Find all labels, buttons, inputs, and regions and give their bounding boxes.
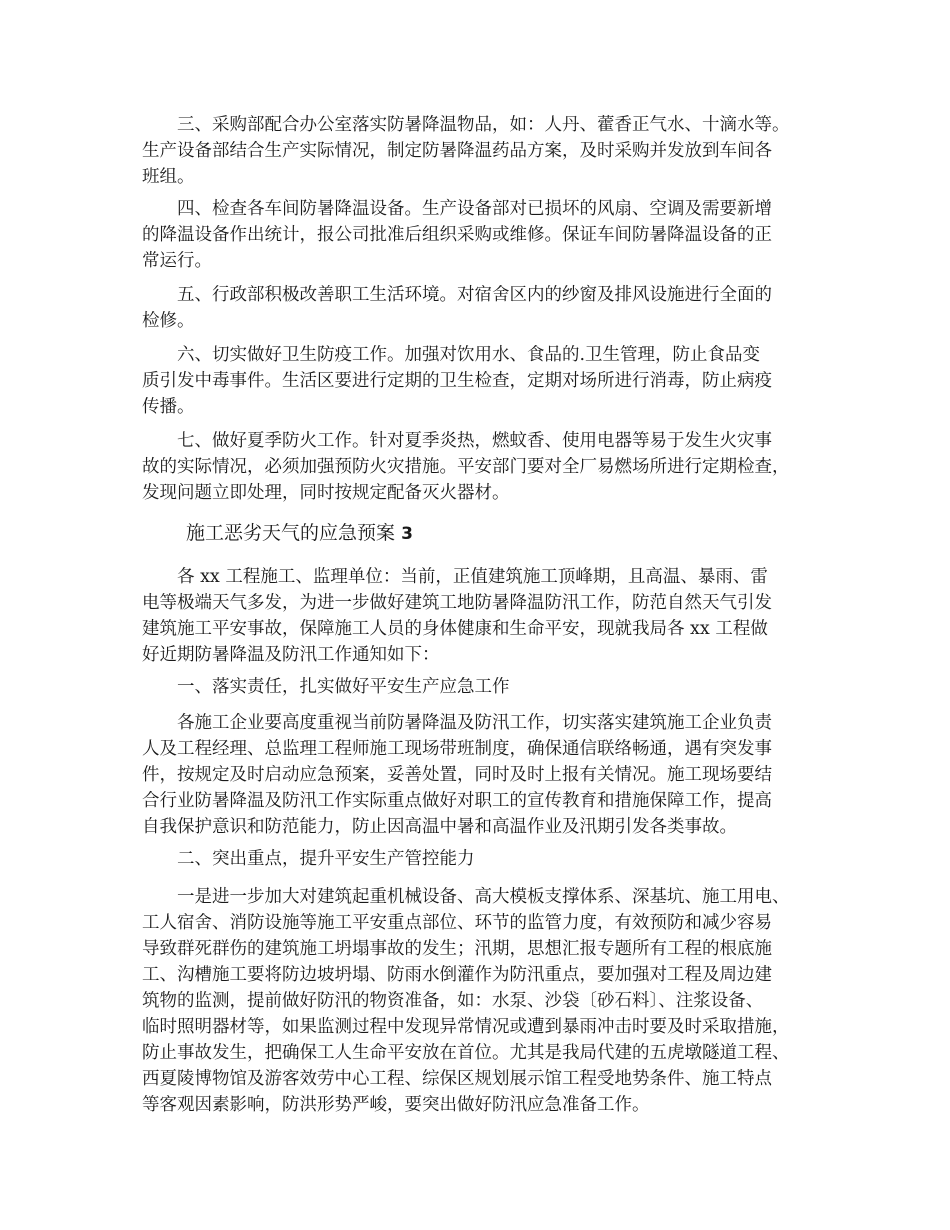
text-line: 三、采购部配合办公室落实防暑降温物品，如：人丹、藿香正气水、十滴水等。 xyxy=(177,115,790,135)
subsection-body-1 xyxy=(142,710,822,840)
section-heading xyxy=(186,520,413,547)
text-line: 发现问题立即处理，同时按规定配备灭火器材。 xyxy=(142,483,510,503)
heading-text: 施工恶劣天气的应急预案 xyxy=(186,522,396,544)
text-line: 常运行。 xyxy=(142,251,212,271)
text-line: 传播。 xyxy=(142,397,195,417)
text-line: 合行业防暑降温及防汛工作实际重点做好对职工的宣传教育和措施保障工作，提高 xyxy=(142,791,772,811)
notice-paragraph xyxy=(142,564,822,668)
subsection-heading-2 xyxy=(142,846,822,872)
text-line: 筑物的监测，提前做好防汛的物资准备，如：水泵、沙袋〔砂石料〕、注浆设备、 xyxy=(142,991,764,1011)
heading-number: 3 xyxy=(401,524,413,544)
text-line: 四、检查各车间防暑降温设备。生产设备部对已损坏的风扇、空调及需要新增 xyxy=(177,199,772,219)
text-line: 各施工企业要高度重视当前防暑降温及防汛工作，切实落实建筑施工企业负责 xyxy=(177,713,772,733)
text-line: 生产设备部结合生产实际情况，制定防暑降温药品方案，及时采购并发放到车间各 xyxy=(142,141,772,161)
text-line: 五、行政部积极改善职工生活环境。对宿舍区内的纱窗及排风设施进行全面的 xyxy=(177,285,772,305)
paragraph-item-7 xyxy=(142,428,822,506)
text-line: 班组。 xyxy=(142,167,195,187)
text-line: 故的实际情况，必须加强预防火灾措施。平安部门要对全厂易燃场所进行定期检查， xyxy=(142,457,790,477)
paragraph-item-4 xyxy=(142,196,822,274)
text-line: 工人宿舍、消防设施等施工平安重点部位、环节的监管力度，有效预防和减少容易 xyxy=(142,913,772,933)
text-line: 各 xx 工程施工、监理单位：当前，正值建筑施工顶峰期，且高温、暴雨、雷 xyxy=(177,567,768,587)
text-line: 防止事故发生，把确保工人生命平安放在首位。尤其是我局代建的五虎墩隧道工程、 xyxy=(142,1043,790,1063)
paragraph-item-5 xyxy=(142,282,822,334)
text-line: 自我保护意识和防范能力，防止因高温中暑和高温作业及汛期引发各类事故。 xyxy=(142,817,737,837)
text-line: 导致群死群伤的建筑施工坍塌事故的发生；汛期，思想汇报专题所有工程的根底施 xyxy=(142,939,772,959)
paragraph-item-3 xyxy=(142,112,822,190)
subsection-heading-1 xyxy=(142,674,822,700)
text-line: 件，按规定及时启动应急预案，妥善处置，同时及时上报有关情况。施工现场要结 xyxy=(142,765,772,785)
text-line: 一是进一步加大对建筑起重机械设备、高大模板支撑体系、深基坑、施工用电、 xyxy=(177,887,790,907)
subsection-body-2 xyxy=(142,884,822,1118)
text-line: 质引发中毒事件。生活区要进行定期的卫生检查，定期对场所进行消毒，防止病疫 xyxy=(142,371,772,391)
text-line: 检修。 xyxy=(142,311,195,331)
text-line: 西夏陵博物馆及游客效劳中心工程、综保区规划展示馆工程受地势条件、施工特点 xyxy=(142,1069,772,1089)
text-line: 工、沟槽施工要将防边坡坍塌、防雨水倒灌作为防汛重点，要加强对工程及周边建 xyxy=(142,965,772,985)
text-line: 七、做好夏季防火工作。针对夏季炎热，燃蚊香、使用电器等易于发生火灾事 xyxy=(177,431,772,451)
text-line: 人及工程经理、总监理工程师施工现场带班制度，确保通信联络畅通，遇有突发事 xyxy=(142,739,772,759)
text-line: 建筑施工平安事故，保障施工人员的身体健康和生命平安，现就我局各 xx 工程做 xyxy=(142,619,768,639)
text-line: 等客观因素影响，防洪形势严峻，要突出做好防汛应急准备工作。 xyxy=(142,1095,650,1115)
text-line: 六、切实做好卫生防疫工作。加强对饮用水、食品的.卫生管理，防止食品变 xyxy=(177,345,761,365)
text-line: 二、突出重点，提升平安生产管控能力 xyxy=(177,849,475,869)
text-line: 好近期防暑降温及防汛工作通知如下： xyxy=(142,645,440,665)
paragraph-item-6 xyxy=(142,342,822,420)
text-line: 临时照明器材等，如果监测过程中发现异常情况或遭到暴雨冲击时要及时采取措施， xyxy=(142,1017,790,1037)
text-line: 一、落实责任，扎实做好平安生产应急工作 xyxy=(177,677,510,697)
text-line: 电等极端天气多发，为进一步做好建筑工地防暑降温防汛工作，防范自然天气引发 xyxy=(142,593,772,613)
text-line: 的降温设备作出统计，报公司批准后组织采购或维修。保证车间防暑降温设备的正 xyxy=(142,225,772,245)
